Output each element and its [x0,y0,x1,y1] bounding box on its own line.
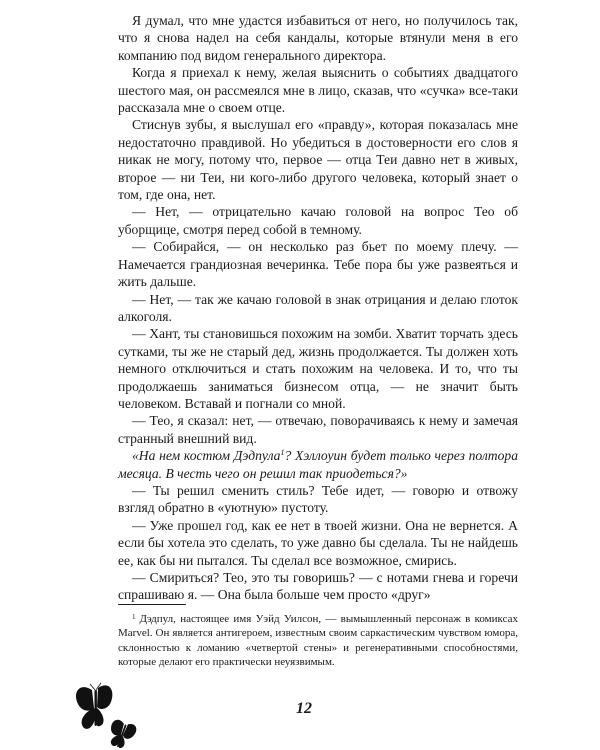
paragraph: — Собирайся, — он несколько раз бьет по моему плечу. — Намечается грандиозная вечеринка. Тебе пора бы уже развеяться и жить дальше. [118,239,518,290]
butterfly-large-icon [76,683,112,729]
butterfly-small-icon [105,718,138,750]
paragraph: — Уже прошел год, как ее нет в твоей жизни. Она не вернется. А если бы хотела это сделать, то уже давно бы сделала. Ты не найдешь ее, как бы ни пытался. Ты сделал все возможное, смирись. [118,517,518,568]
main-text [118,12,518,604]
paragraph: — Нет, — отрицательно качаю головой на вопрос Тео об уборщице, смотря перед собой в темному. [118,204,518,237]
italic-text-after: ? Хэллоуин будет только через полтора месяца. В честь чего он решил так приодеться?» [118,448,518,481]
paragraph: Когда я приехал к нему, желая выяснить о событиях двадцатого шестого мая, он рассмеялся мне в лицо, сказав, что «сучка» все-таки рассказала мне о своем отце. [118,65,518,116]
italic-thought-paragraph [118,447,518,482]
footnote-number: 1 [132,613,136,621]
italic-text-before: «На нем костюм Дэдпула [132,448,281,464]
paragraph: — Ты решил сменить стиль? Тебе идет, — говорю и отвожу взгляд обратно в «уютную» пустоту. [118,482,518,516]
paragraph: — Смириться? Тео, это ты говоришь? — с нотами гнева и горечи спрашиваю я. — Она была больше чем просто «друг» [118,570,518,603]
footnote [118,610,518,670]
paragraph: Я думал, что мне удастся избавиться от него, но получилось так, что я снова надел на себя кандалы, которые втянули меня в его компанию под видом генерального директора. [118,13,518,63]
paragraph: Стиснув зубы, я выслушал его «правду», которая показалась мне недостаточно правдивой. Но убедиться в достоверности его слов я никак не могу, потому что, первое — отца Теи давно нет в живых, второе — ни Теи, ни кого-либо другого человека, который знает о том, где она, нет. [118,117,518,203]
paragraph: — Нет, — так же качаю головой в знак отрицания и делаю глоток алкоголя. [118,291,518,324]
footnote-reference[interactable]: 1 [280,448,285,458]
paragraph: — Тео, я сказал: нет, — отвечаю, поворачиваясь к нему и замечая странный внешний вид. [118,413,518,446]
footnote-divider [118,604,186,605]
page-number: 12 [296,700,312,717]
footnote-text: Дэдпул, настоящее имя Уэйд Уилсон, — вымышленный персонаж в комиксах Marvel. Он является антигероем, известным своим саркастическим чувством юмора, склонностью к ломанию «четвертой стены» и регенеративными способностями, которые делают его практически неуязвимым. [118,613,518,669]
page-body [118,12,518,604]
butterfly-decoration-icon [70,682,150,750]
paragraph: — Хант, ты становишься похожим на зомби. Хватит торчать здесь сутками, ты же не старый дед, жизнь продолжается. Ты должен хоть немного отключиться и стать похожим на человека. И то, что ты продолжаешь заниматься бизнесом отца, — не значит быть человеком. Вставай и погнали со мной. [118,326,518,411]
